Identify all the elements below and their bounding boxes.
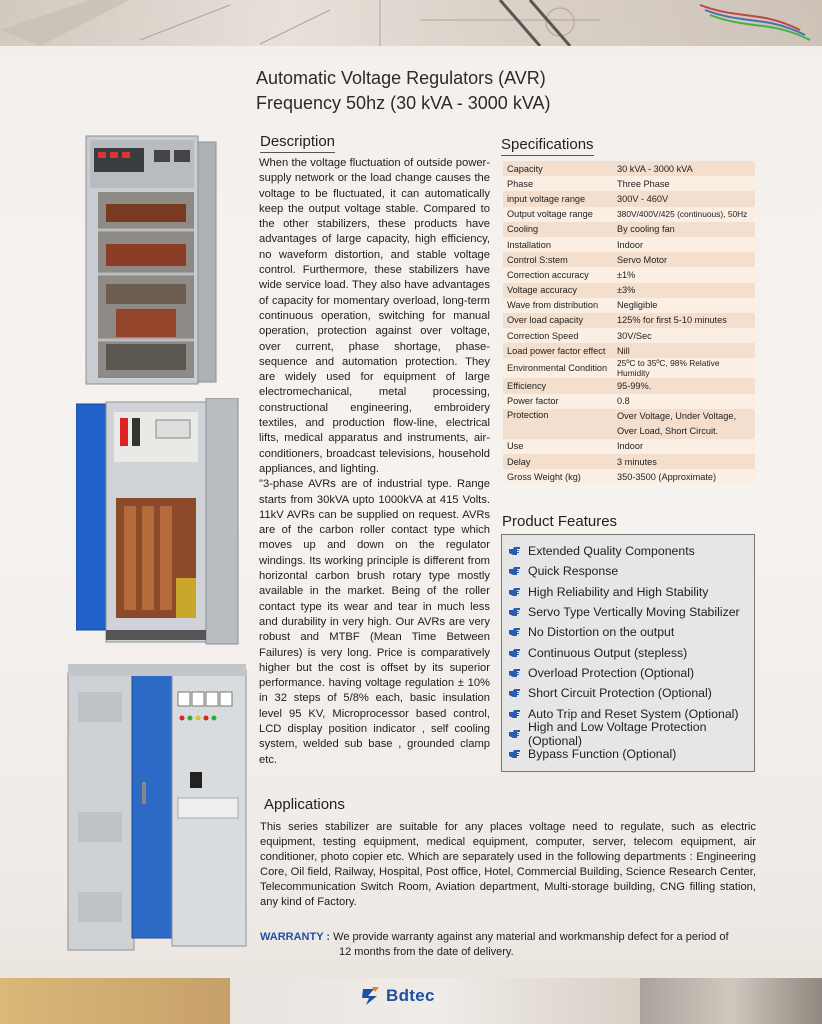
spec-row	[503, 283, 755, 298]
warranty-text: We provide warranty against any material and workmanship defect for a period of	[330, 931, 729, 943]
spec-row	[503, 358, 755, 378]
brand-mark-icon	[360, 985, 382, 1007]
feature-label: No Distortion on the output	[528, 625, 675, 640]
spec-row	[503, 394, 755, 409]
feature-label: Short Circuit Protection (Optional)	[528, 686, 712, 701]
spec-value: 300V - 460V	[613, 191, 755, 206]
spec-key: Phase	[503, 176, 613, 191]
feature-label: Extended Quality Components	[528, 544, 695, 559]
title-line-2: Frequency 50hz (30 kVA - 3000 kVA)	[256, 93, 551, 113]
spec-value: 125% for first 5-10 minutes	[613, 313, 755, 328]
spec-row	[503, 191, 755, 206]
power-lines-image-right	[640, 978, 822, 1024]
feature-item	[508, 719, 754, 748]
feature-label: Servo Type Vertically Moving Stabilizer	[528, 605, 740, 620]
spec-row	[503, 343, 755, 358]
description-paragraph-2: "3-phase AVRs are of industrial type. Range starts from 30kVA upto 1000kVA at 415 Volts. 11kV AVRs can be supplied on request. AVRs are of the carbon roller contact type which moves up and down on the regulator windings. Its working principle is different from horizontal carbon brush rotary type mostly available in the market. Being of the roller contact type its wear and tear in much less and durability in very high. Our AVRs are very robust and MTBF (Mean Time Between Failures) is very long. Price is comparatively higher but the cost is offset by its superior performance. having voltage regulation ± 10% in 32 steps of 5/8% each, basic insulation level 95 KV, Microprocessor based control, LCD display position indicator , self cooling system, welded sub base , grounded clamp etc.	[259, 478, 490, 766]
feature-label: Overload Protection (Optional)	[528, 665, 695, 680]
spec-value: 25ºC to 35ºC, 98% Relative Humidity	[613, 358, 755, 378]
light-image-middle	[230, 978, 640, 1024]
feature-label: Bypass Function (Optional)	[528, 747, 677, 762]
spec-key: Gross Weight (kg)	[503, 469, 613, 484]
spec-row	[503, 237, 755, 252]
spec-key: Load power factor effect	[503, 343, 613, 358]
spec-key: Delay	[503, 454, 613, 469]
spec-row	[503, 298, 755, 313]
spec-row	[503, 222, 755, 237]
pointing-hand-icon	[508, 566, 522, 576]
spec-value: Indoor	[613, 439, 755, 454]
description-body	[259, 156, 490, 768]
pointing-hand-icon	[508, 709, 522, 719]
feature-label: High and Low Voltage Protection (Optional)	[528, 719, 707, 748]
document-title	[256, 66, 551, 116]
pointing-hand-icon	[508, 648, 522, 658]
pointing-hand-icon	[508, 607, 522, 617]
feature-item	[508, 541, 754, 561]
warranty-label: WARRANTY :	[260, 931, 331, 943]
spec-value: Three Phase	[613, 176, 755, 191]
spec-key: Output voltage range	[503, 207, 613, 222]
spec-value: Servo Motor	[613, 252, 755, 267]
spec-value-line-1: Over Voltage, Under Voltage,	[617, 410, 737, 421]
spec-value: 0.8	[613, 394, 755, 409]
spec-key: Correction accuracy	[503, 267, 613, 282]
spec-key: Control S:stem	[503, 252, 613, 267]
spec-key: Over load capacity	[503, 313, 613, 328]
spec-value: 30V/Sec	[613, 328, 755, 343]
title-line-1: Automatic Voltage Regulators (AVR)	[256, 68, 546, 88]
spec-key: Wave from distribution	[503, 298, 613, 313]
feature-label: Auto Trip and Reset System (Optional)	[528, 706, 739, 721]
features-box	[501, 534, 755, 772]
feature-label: High Reliability and High Stability	[528, 584, 709, 599]
spec-row	[503, 176, 755, 191]
spec-row	[503, 454, 755, 469]
spec-key: Voltage accuracy	[503, 283, 613, 298]
drawing-sketch-decoration	[0, 0, 822, 46]
applications-heading: Applications	[264, 796, 345, 813]
spec-row	[503, 313, 755, 328]
spec-value: Nill	[613, 343, 755, 358]
blue-door-cabinet-photo	[76, 398, 240, 648]
warranty-note	[260, 930, 760, 960]
pointing-hand-icon	[508, 668, 522, 678]
spec-value: 95-99%.	[613, 378, 755, 393]
spec-row	[503, 267, 755, 282]
warranty-line-1	[260, 930, 760, 945]
spec-value-line-2: Over Load, Short Circuit.	[617, 425, 719, 436]
description-heading: Description	[260, 133, 335, 153]
specifications-heading: Specifications	[501, 136, 594, 156]
feature-item	[508, 683, 754, 703]
spec-key: Efficiency	[503, 378, 613, 393]
pointing-hand-icon	[508, 546, 522, 556]
spec-value	[613, 409, 755, 439]
specifications-table	[503, 161, 755, 484]
feature-item	[508, 602, 754, 622]
feature-label: Quick Response	[528, 564, 619, 579]
spec-row	[503, 378, 755, 393]
spec-row	[503, 252, 755, 267]
spec-key: input voltage range	[503, 191, 613, 206]
closed-cabinet-photo	[66, 662, 248, 954]
feature-item	[508, 622, 754, 642]
spec-value: ±3%	[613, 283, 755, 298]
brand-name: Bdtec	[386, 986, 435, 1005]
feature-label: Continuous Output (stepless)	[528, 645, 688, 660]
description-paragraph-1: When the voltage fluctuation of outside power-supply network or the load change causes the voltage to be fluctuated, it can automatically keep the output voltage stable. Compared to the other stabilizers, these products have advantages of large capacity, high efficiency, no waveform distortion, and stable voltage control. Furthermore, these stabilizers have wide service load. They also have advantages of capacity for momentary overload, long-term continuous operation, switching for manual operation, protection against over voltage, over current, phase shortage, phase-sequence and automation protection. They are widely used for equipment of large electromechanical, metal processing, constructional engineering, embroidery textiles, and production flow-line, electrical lifts, medical apparatus and instruments, air-conditioners, broadcast televisions, household appliances, and lighting.	[259, 157, 490, 475]
spec-key: Use	[503, 439, 613, 454]
open-frame-stabilizer-photo	[76, 134, 218, 388]
pointing-hand-icon	[508, 688, 522, 698]
feature-item	[508, 582, 754, 602]
brand-logo	[360, 984, 435, 1008]
spec-key: Cooling	[503, 222, 613, 237]
spec-row	[503, 439, 755, 454]
spec-value: 3 minutes	[613, 454, 755, 469]
spec-row	[503, 409, 755, 439]
spec-key: Installation	[503, 237, 613, 252]
spec-row	[503, 328, 755, 343]
spec-key: Power factor	[503, 394, 613, 409]
feature-item	[508, 642, 754, 662]
feature-item	[508, 663, 754, 683]
pointing-hand-icon	[508, 627, 522, 637]
warranty-line-2: 12 months from the date of delivery.	[339, 946, 514, 958]
top-background-strip	[0, 0, 822, 46]
spec-key: Correction Speed	[503, 328, 613, 343]
features-heading: Product Features	[502, 513, 618, 530]
tools-image-left	[0, 978, 230, 1024]
spec-key: Protection	[503, 409, 613, 439]
spec-value: ±1%	[613, 267, 755, 282]
spec-value: Negligible	[613, 298, 755, 313]
pointing-hand-icon	[508, 749, 522, 759]
applications-body: This series stabilizer are suitable for any places voltage need to regulate, such as electric equipment, testing equipment, medical equipment, computer, server, telecom equipment, air conditioner, photo copier etc. Which are separately used in the following departments : Engineering Core, Oil field, Railway, Hospital, Post office, Hotel, Commercial Building, Science Research Center, Telecommunication Switch Room, Aviation department, Multi-storage building, CNG filling station, any kind of Factory.	[260, 821, 756, 908]
spec-key: Environmental Condition	[503, 358, 613, 378]
spec-value: Indoor	[613, 237, 755, 252]
spec-key: Capacity	[503, 161, 613, 176]
spec-row	[503, 469, 755, 484]
spec-row	[503, 161, 755, 176]
spec-value: 30 kVA - 3000 kVA	[613, 161, 755, 176]
spec-value: 380V/400V/425 (continuous), 50Hz	[613, 207, 755, 222]
feature-item	[508, 561, 754, 581]
spec-value: 350-3500 (Approximate)	[613, 469, 755, 484]
spec-value: By cooling fan	[613, 222, 755, 237]
spec-row	[503, 207, 755, 222]
pointing-hand-icon	[508, 729, 522, 739]
pointing-hand-icon	[508, 587, 522, 597]
